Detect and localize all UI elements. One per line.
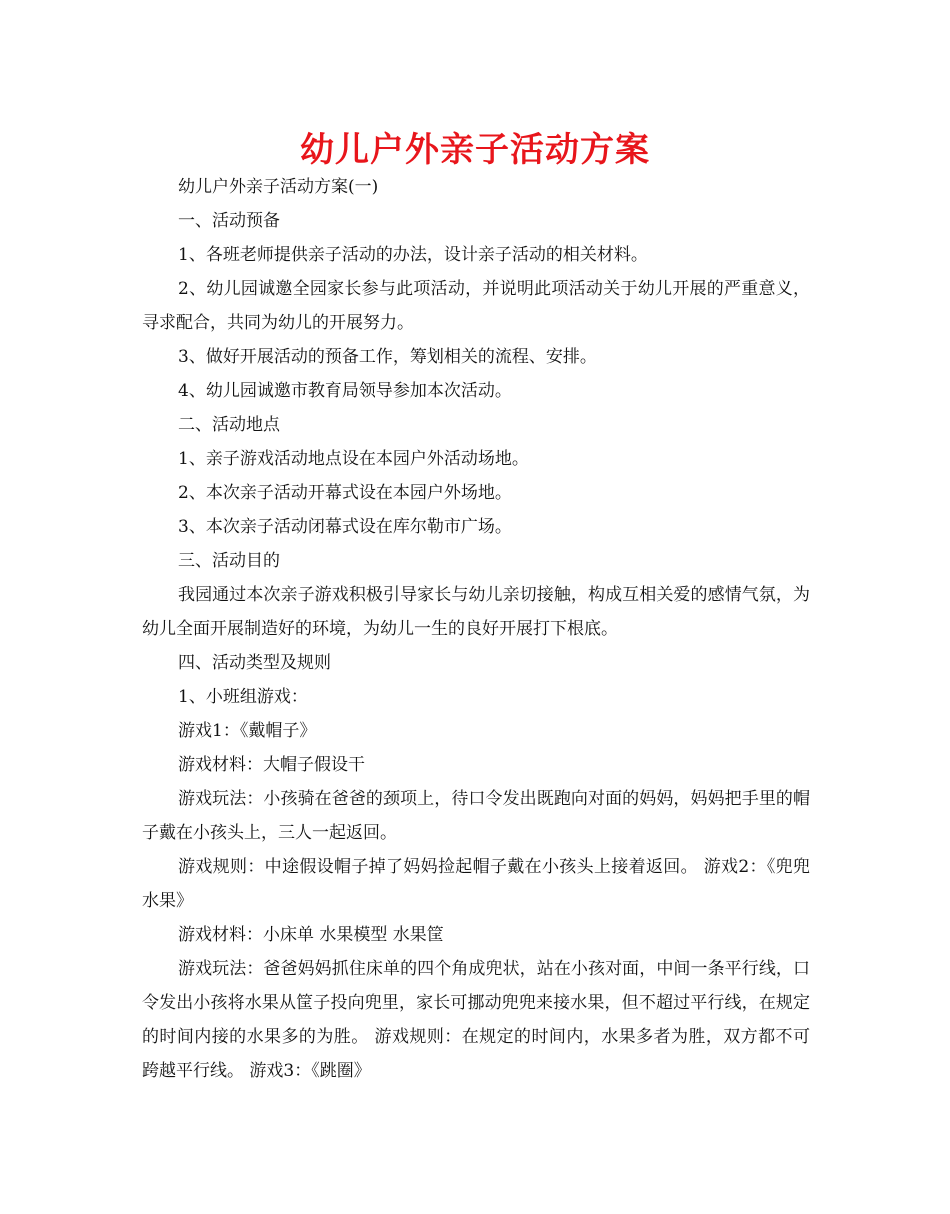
document-body <box>142 170 810 1088</box>
paragraph: 游戏材料：大帽子假设干 <box>178 755 365 775</box>
document-title: 幼儿户外亲子活动方案 <box>300 130 650 170</box>
paragraph: 3、做好开展活动的预备工作，筹划相关的流程、安排。 <box>178 347 597 367</box>
paragraph: 游戏玩法：小孩骑在爸爸的颈项上，待口令发出既跑向对面的妈妈，妈妈把手里的帽子戴在小孩头上，三人一起返回。 <box>142 789 810 843</box>
paragraph: 游戏1：《戴帽子》 <box>178 721 317 741</box>
paragraph: 游戏玩法：爸爸妈妈抓住床单的四个角成兜状，站在小孩对面，中间一条平行线，口令发出小孩将水果从筐子投向兜里，家长可挪动兜兜来接水果，但不超过平行线，在规定的时间内接的水果多的为胜。 游戏规则：在规定的时间内，水果多者为胜，双方都不可跨越平行线。 游戏3：《跳圈》 <box>142 959 810 1081</box>
paragraph: 2、本次亲子活动开幕式设在本园户外场地。 <box>178 483 512 503</box>
paragraph: 游戏规则：中途假设帽子掉了妈妈捡起帽子戴在小孩头上接着返回。 游戏2：《兜兜水果》 <box>142 857 810 911</box>
paragraph: 4、幼儿园诚邀市教育局领导参加本次活动。 <box>178 381 512 401</box>
paragraph: 1、小班组游戏： <box>178 687 308 707</box>
paragraph: 游戏材料：小床单 水果模型 水果筐 <box>178 925 444 945</box>
paragraph: 幼儿户外亲子活动方案(一) <box>178 177 379 197</box>
section-heading: 一、活动预备 <box>178 211 280 231</box>
paragraph: 1、亲子游戏活动地点设在本园户外活动场地。 <box>178 449 529 469</box>
section-heading: 四、活动类型及规则 <box>178 653 331 673</box>
paragraph: 我园通过本次亲子游戏积极引导家长与幼儿亲切接触，构成互相关爱的感情气氛，为幼儿全面开展制造好的环境，为幼儿一生的良好开展打下根底。 <box>142 585 810 639</box>
paragraph: 3、本次亲子活动闭幕式设在库尔勒市广场。 <box>178 517 512 537</box>
paragraph: 1、各班老师提供亲子活动的办法，设计亲子活动的相关材料。 <box>178 245 648 265</box>
paragraph: 2、幼儿园诚邀全园家长参与此项活动，并说明此项活动关于幼儿开展的严重意义，寻求配合，共同为幼儿的开展努力。 <box>142 279 810 333</box>
section-heading: 三、活动目的 <box>178 551 280 571</box>
section-heading: 二、活动地点 <box>178 415 280 435</box>
